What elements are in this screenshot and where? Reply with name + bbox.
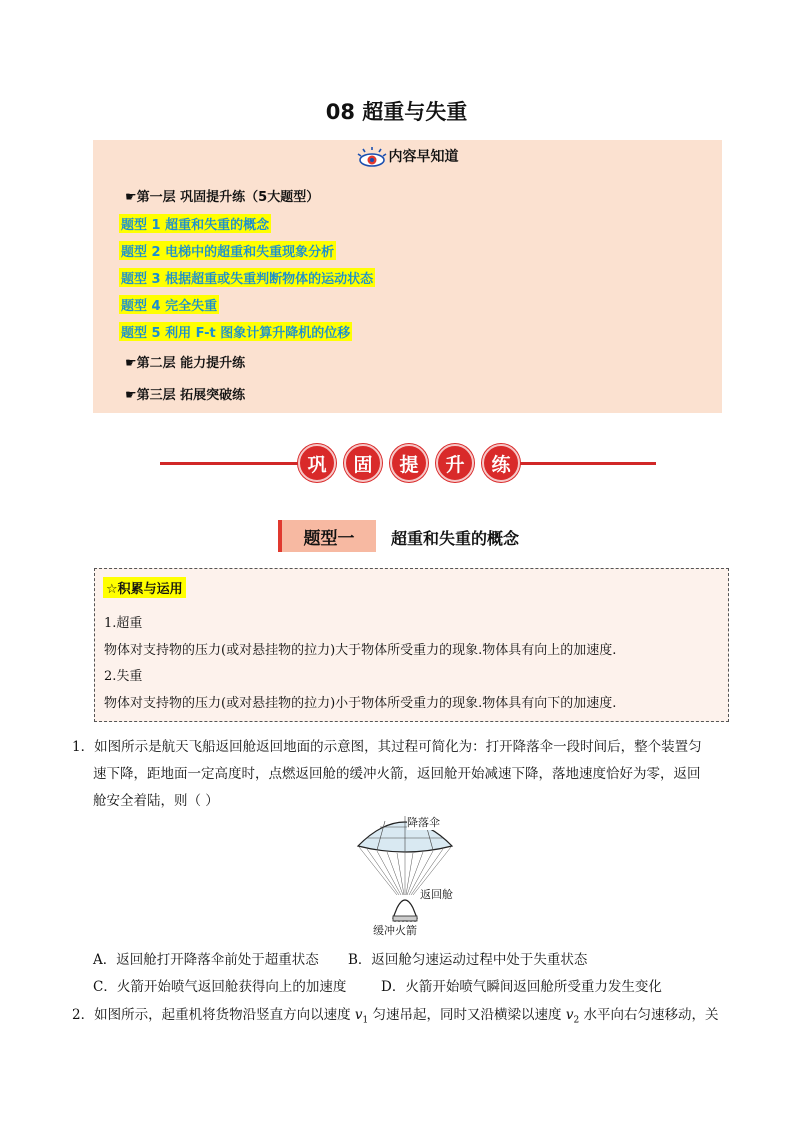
- question1-line: 舱安全着陆，则（ ）: [93, 793, 219, 809]
- option-c: C．火箭开始喷气返回舱获得向上的加速度: [93, 979, 347, 995]
- knowledge-line: 2.失重: [104, 669, 143, 684]
- toc-type-2[interactable]: 题型 2 电梯中的超重和失重现象分析: [119, 241, 336, 260]
- toc-header-text: 内容早知道: [388, 149, 459, 165]
- var-v1-subscript: 1: [362, 1015, 369, 1026]
- toc-layer2[interactable]: ☛第二层 能力提升练: [125, 356, 246, 371]
- banner-char: 提: [390, 444, 428, 482]
- section-title: 超重和失重的概念: [391, 529, 520, 548]
- toc-layer3[interactable]: ☛第三层 拓展突破练: [125, 388, 246, 403]
- var-v2-subscript: 2: [573, 1015, 580, 1026]
- label-parachute: 降落伞: [407, 816, 440, 829]
- knowledge-line: 物体对支持物的压力(或对悬挂物的拉力)大于物体所受重力的现象.物体具有向上的加速度.: [104, 643, 617, 658]
- toc-type-4[interactable]: 题型 4 完全失重: [119, 295, 219, 314]
- knowledge-title: ☆积累与运用: [103, 577, 186, 598]
- section-tag: 题型一: [278, 520, 376, 552]
- banner-chars: [298, 444, 520, 482]
- question2-suffix: 水平向右匀速移动，关: [579, 1007, 719, 1023]
- toc-type-5[interactable]: 题型 5 利用 F-t 图象计算升降机的位移: [119, 322, 352, 341]
- toc-type-3[interactable]: 题型 3 根据超重或失重判断物体的运动状态: [119, 268, 375, 287]
- toc-type-1[interactable]: 题型 1 超重和失重的概念: [119, 214, 271, 233]
- knowledge-box: [94, 568, 729, 722]
- question2-middle: 匀速吊起，同时又沿横梁以速度: [368, 1007, 566, 1023]
- section-banner: [160, 444, 656, 484]
- knowledge-line: 物体对支持物的压力(或对悬挂物的拉力)小于物体所受重力的现象.物体具有向下的加速度.: [104, 696, 617, 711]
- question2-prefix: 2．如图所示，起重机将货物沿竖直方向以速度: [72, 1007, 355, 1023]
- question1-line: 1．如图所示是航天飞船返回舱返回地面的示意图，其过程可简化为：打开降落伞一段时间后，整个装置匀: [72, 739, 702, 755]
- page-title: 08 超重与失重: [325, 100, 468, 124]
- banner-char: 练: [482, 444, 520, 482]
- option-a: A．返回舱打开降落伞前处于超重状态: [93, 952, 319, 968]
- eye-icon: [357, 146, 387, 168]
- option-b: B．返回舱匀速运动过程中处于失重状态: [348, 952, 588, 968]
- parachute-capsule-illustration: [355, 812, 455, 938]
- var-v2: v: [565, 1007, 574, 1023]
- banner-rule-right: [518, 462, 656, 465]
- toc-layer1[interactable]: ☛第一层 巩固提升练（5大题型）: [125, 190, 320, 205]
- question1-line: 速下降，距地面一定高度时，点燃返回舱的缓冲火箭，返回舱开始减速下降，落地速度恰好为零，返回: [93, 766, 701, 782]
- banner-char: 固: [344, 444, 382, 482]
- option-d: D．火箭开始喷气瞬间返回舱所受重力发生变化: [381, 979, 662, 995]
- toc-box: [93, 140, 722, 413]
- knowledge-line: 1.超重: [104, 616, 143, 631]
- capsule-figure: [355, 812, 455, 938]
- banner-rule-left: [160, 462, 300, 465]
- label-capsule: 返回舱: [420, 888, 453, 901]
- banner-char: 巩: [298, 444, 336, 482]
- var-v1: v: [354, 1007, 363, 1023]
- label-rocket: 缓冲火箭: [373, 924, 417, 937]
- question2-line: [72, 1003, 719, 1026]
- banner-char: 升: [436, 444, 474, 482]
- toc-header: [93, 146, 722, 168]
